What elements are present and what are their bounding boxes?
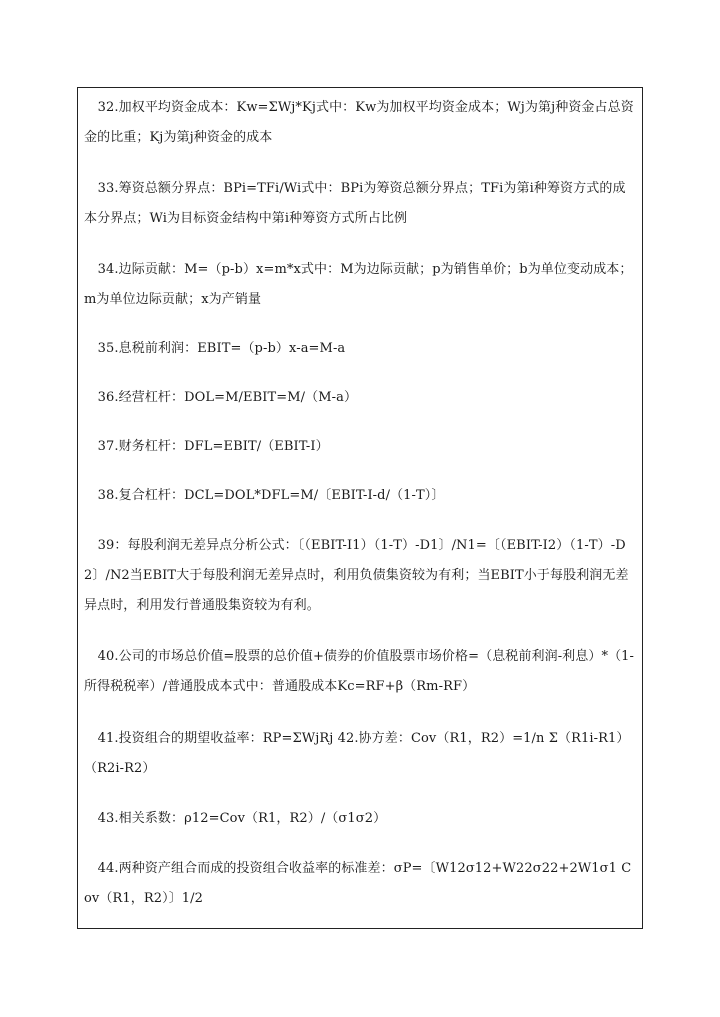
formula-34: 34.边际贡献：M=（p-b）x=m*x式中：M为边际贡献；p为销售单价；b为单位变动成本；m为单位边际贡献；x为产销量 [84,262,633,307]
formula-40: 40.公司的市场总价值=股票的总价值+债券的价值股票市场价格=（息税前利润-利息）*（1-所得税税率）/普通股成本式中：普通股成本Kc=RF+β（Rm-RF） [84,649,635,694]
formula-37: 37.财务杠杆：DFL=EBIT/（EBIT-I） [97,439,329,454]
formula-35: 35.息税前利润：EBIT=（p-b）x-a=M-a [97,341,346,356]
formula-38: 38.复合杠杆：DCL=DOL*DFL=M/〔EBIT-I-d/（1-T）〕 [97,488,445,503]
formula-44: 44.两种资产组合而成的投资组合收益率的标准差：σP=〔W12σ12+W22σ22+2W1σ1 Cov（R1，R2）〕1/2 [84,861,632,906]
formula-table-cell [77,87,643,929]
formula-43: 43.相关系数：ρ12=Cov（R1，R2）/（σ1σ2） [97,811,387,826]
formula-33: 33.筹资总额分界点：BPi=TFi/Wi式中：BPi为筹资总额分界点；TFi为第i种筹资方式的成本分界点；Wi为目标资金结构中第i种筹资方式所占比例 [84,181,626,226]
formula-36: 36.经营杠杆：DOL=M/EBIT=M/（M-a） [97,390,358,405]
formula-41-42: 41.投资组合的期望收益率：RP=ΣWjRj 42.协方差：Cov（R1，R2）=1/n Σ（R1i-R1）（R2i-R2） [84,731,630,776]
formula-32: 32.加权平均资金成本：Kw=ΣWj*Kj式中：Kw为加权平均资金成本；Wj为第j种资金占总资金的比重；Kj为第j种资金的成本 [84,100,634,145]
formula-39: 39：每股利润无差异点分析公式：〔（EBIT-I1）（1-T）-D1〕/N1=〔（EBIT-I2）（1-T）-D2〕/N2当EBIT大于每股利润无差异点时，利用负债集资较为有利；当EBIT小于每股利润无差异点时，利用发行普通股集资较为有利。 [84,538,629,613]
